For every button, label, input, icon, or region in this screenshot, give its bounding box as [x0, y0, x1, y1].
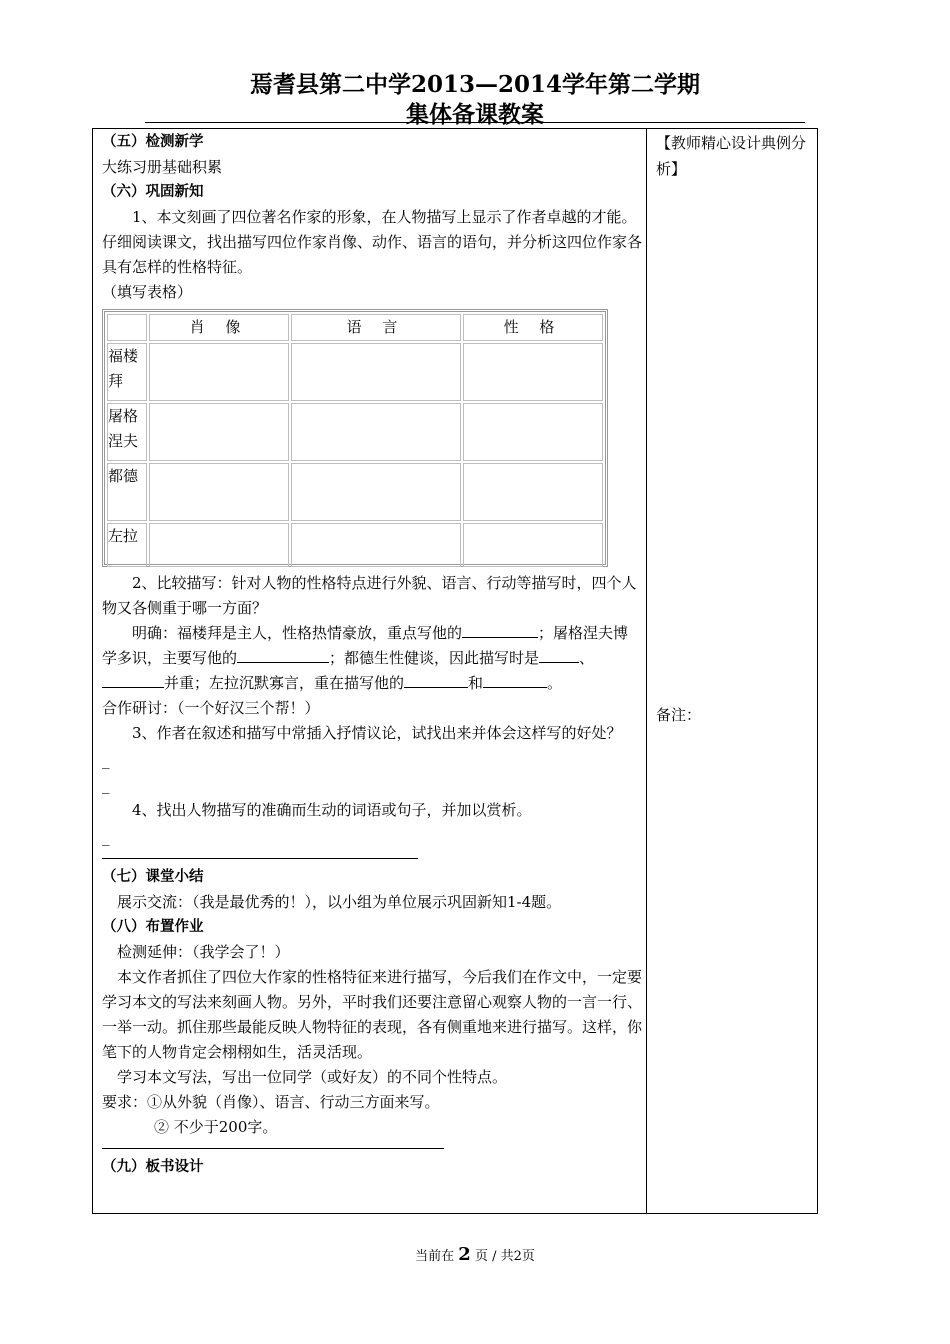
section8-heading: （八）布置作业: [102, 919, 204, 935]
blank-line[interactable]: [539, 646, 579, 663]
section8-requirement-2: ② 不少于200字。: [154, 1118, 278, 1136]
total-pages: 2: [513, 1249, 522, 1264]
section8-task: 学习本文写法，写出一位同学（或好友）的不同个性特点。: [117, 1068, 508, 1086]
page-footer: 当前在 2 页 / 共2页: [415, 1244, 535, 1265]
section8-requirement-1: 要求：①从外貌（肖像）、语言、行动三方面来写。: [102, 1093, 440, 1111]
answer-dash: _: [102, 751, 110, 769]
table-cell[interactable]: [149, 343, 289, 401]
answer-dash: _: [102, 776, 110, 794]
lesson-content: [102, 130, 642, 1180]
blank-line[interactable]: [483, 671, 547, 688]
teacher-design-heading: 【教师精心设计典例分析】: [656, 134, 807, 178]
table-row-head: 屠格涅夫: [107, 403, 147, 461]
section5-heading: （五）检测新学: [102, 134, 204, 150]
table-cell[interactable]: [291, 523, 461, 567]
homework-rule: [102, 1148, 444, 1149]
section8-paragraph: 本文作者抓住了四位大作家的性格特征来进行描写，今后我们在作文中，一定要学习本文的写法来刻画人物。另外，平时我们还要注意留心观察人物的一言一行、一举一动。抓住那些最能反映人物特征的表现，各有侧重地来进行描写。这样，你笔下的人物肯定会栩栩如生，活灵活现。: [102, 968, 643, 1061]
note-label: 备注：: [656, 706, 702, 724]
table-cell[interactable]: [463, 463, 603, 521]
character-table: [102, 309, 608, 567]
table-cell[interactable]: [149, 403, 289, 461]
cooperation-note: 合作研讨：（一个好汉三个帮！）: [102, 699, 320, 717]
blank-line[interactable]: [462, 621, 538, 638]
table-header-empty: [107, 314, 147, 341]
section5-text: 大练习册基础积累: [102, 158, 223, 176]
table-header-language: 语 言: [291, 314, 461, 341]
answer-rule: [102, 858, 418, 859]
column-divider: [646, 128, 647, 1214]
table-row-head: 都德: [107, 463, 147, 521]
answer-paragraph: 明确：福楼拜是主人，性格热情豪放，重点写他的 ；屠格涅夫博学多识，主要写他的 ；都德生性健谈，因此描写时是 、并重；左拉沉默寡言，重在描写他的 和 。: [102, 621, 642, 696]
table-cell[interactable]: [463, 403, 603, 461]
section8-line1: 检测延伸：（我学会了！）: [117, 943, 290, 961]
section7-text: 展示交流：（我是最优秀的！），以小组为单位展示巩固新知1-4题。: [117, 893, 562, 911]
table-cell[interactable]: [463, 523, 603, 567]
question-3: 3、作者在叙述和描写中常插入抒情议论，试找出来并体会这样写的好处？: [132, 724, 622, 742]
question-4: 4、找出人物描写的准确而生动的词语或句子，并加以赏析。: [132, 801, 532, 819]
table-cell[interactable]: [149, 463, 289, 521]
table-cell[interactable]: [291, 343, 461, 401]
section9-heading: （九）板书设计: [102, 1159, 204, 1175]
answer-dash: _: [102, 828, 110, 846]
table-header-character: 性 格: [463, 314, 603, 341]
question-2: 2、比较描写：针对人物的性格特点进行外貌、语言、行动等描写时，四个人物又各侧重于哪一方面？: [102, 574, 637, 617]
table-cell[interactable]: [291, 403, 461, 461]
table-cell[interactable]: [149, 523, 289, 567]
table-header-portrait: 肖 像: [149, 314, 289, 341]
title-rule: [145, 122, 805, 123]
table-cell[interactable]: [291, 463, 461, 521]
question-1-note: （填写表格）: [102, 283, 193, 301]
current-page-number: 2: [458, 1244, 471, 1265]
section6-heading: （六）巩固新知: [102, 184, 204, 200]
blank-line[interactable]: [404, 671, 468, 688]
blank-line[interactable]: [102, 671, 164, 688]
question-1: 1、本文刻画了四位著名作家的形象，在人物描写上显示了作者卓越的才能。仔细阅读课文，找出描写四位作家肖像、动作、语言的语句，并分析这四位作家各具有怎样的性格特征。: [102, 208, 643, 276]
table-row-head: 福楼拜: [107, 343, 147, 401]
document-title: 焉耆县第二中学2013—2014学年第二学期: [249, 71, 701, 98]
table-cell[interactable]: [463, 343, 603, 401]
document-subtitle: 集体备课教案: [406, 101, 544, 128]
table-row-head: 左拉: [107, 523, 147, 567]
blank-line[interactable]: [237, 646, 329, 663]
section7-heading: （七）课堂小结: [102, 869, 204, 885]
